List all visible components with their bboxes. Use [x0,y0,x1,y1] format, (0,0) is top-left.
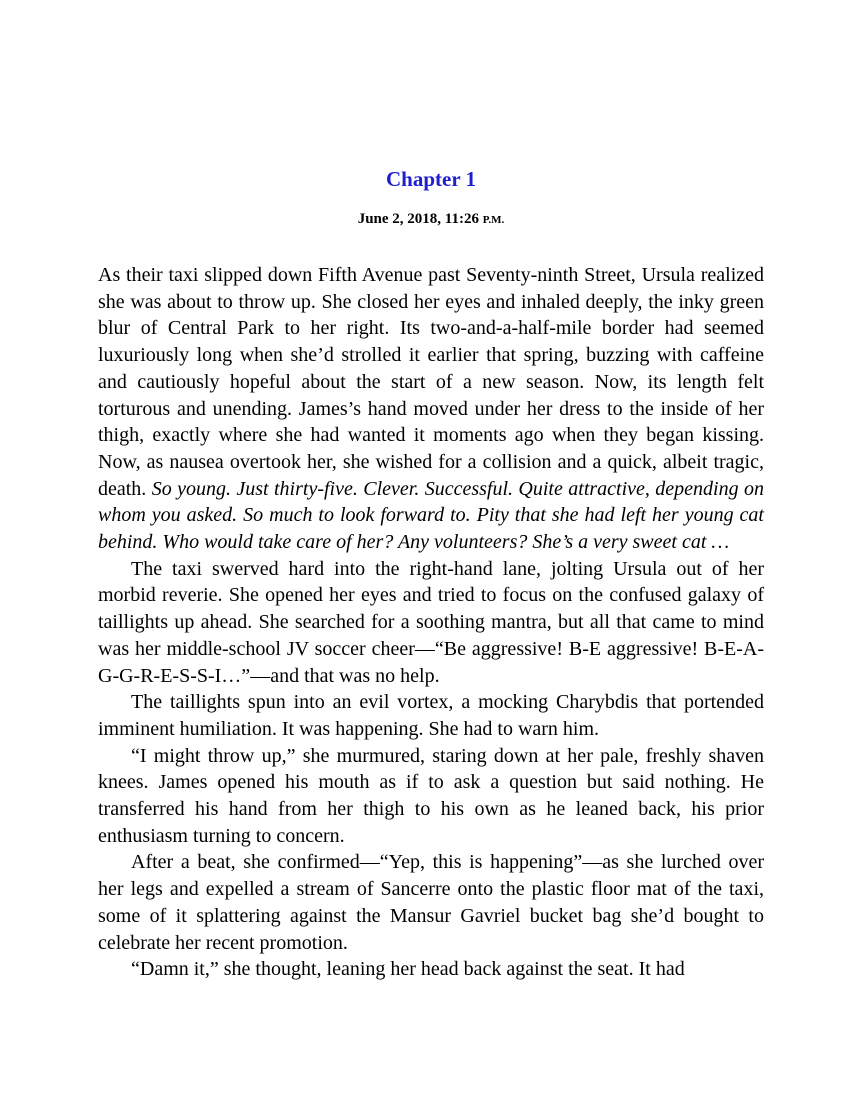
paragraph-1-text: As their taxi slipped down Fifth Avenue past Seventy-ninth Street, Ursula realized she was about to throw up. She closed her eyes and inhaled deeply, the inky green blur of Central Park to her right. Its two-and-a-half-mile border had seemed luxuriously long when she’d strolled it earlier that spring, buzzing with caffeine and cautiously hopeful about the start of a new season. Now, its length felt torturous and unending. James’s hand moved under her dress to the inside of her thigh, exactly where she had wanted it moments ago when they began kissing. Now, as nausea overtook her, she wished for a collision and a quick, albeit tragic, death. [98,264,764,500]
paragraph-1 [98,262,764,556]
paragraph-6: “Damn it,” she thought, leaning her head back against the seat. It had [131,958,685,981]
chapter-body [98,262,764,983]
chapter-title: Chapter 1 [385,167,477,191]
paragraph-2: The taxi swerved hard into the right-hand lane, jolting Ursula out of her morbid reverie. She opened her eyes and tried to focus on the confused galaxy of taillights up ahead. She searched for a soothing mantra, but all that came to mind was her middle-school JV soccer cheer—“Be aggressive! B-E aggressive! B-E-A-G-G-R-E-S-S-I…”—and that was no help. [98,557,764,687]
chapter-date-suffix: P.M. [482,214,505,226]
paragraph-4: “I might throw up,” she murmured, staring down at her pale, freshly shaven knees. James opened his mouth as if to ask a question but said nothing. He transferred his hand from her thigh to his own as he leaned back, his prior enthusiasm turning to concern. [98,744,764,847]
paragraph-1-italic: So young. Just thirty-five. Clever. Successful. Quite attractive, depending on whom you asked. So much to look forward to. Pity that she had left her young cat behind. Who would take care of her? Any volunteers? She’s a very sweet cat … [98,477,765,554]
chapter-date [98,209,764,230]
paragraph-3: The taillights spun into an evil vortex, a mocking Charybdis that portended imminent humiliation. It was happening. She had to warn him. [98,691,764,740]
paragraph-5: After a beat, she confirmed—“Yep, this is happening”—as she lurched over her legs and expelled a stream of Sancerre onto the plastic floor mat of the taxi, some of it splattering against the Mansur Gavriel bucket bag she’d bought to celebrate her recent promotion. [98,851,764,954]
chapter-date-text: June 2, 2018, 11:26 [357,211,479,227]
